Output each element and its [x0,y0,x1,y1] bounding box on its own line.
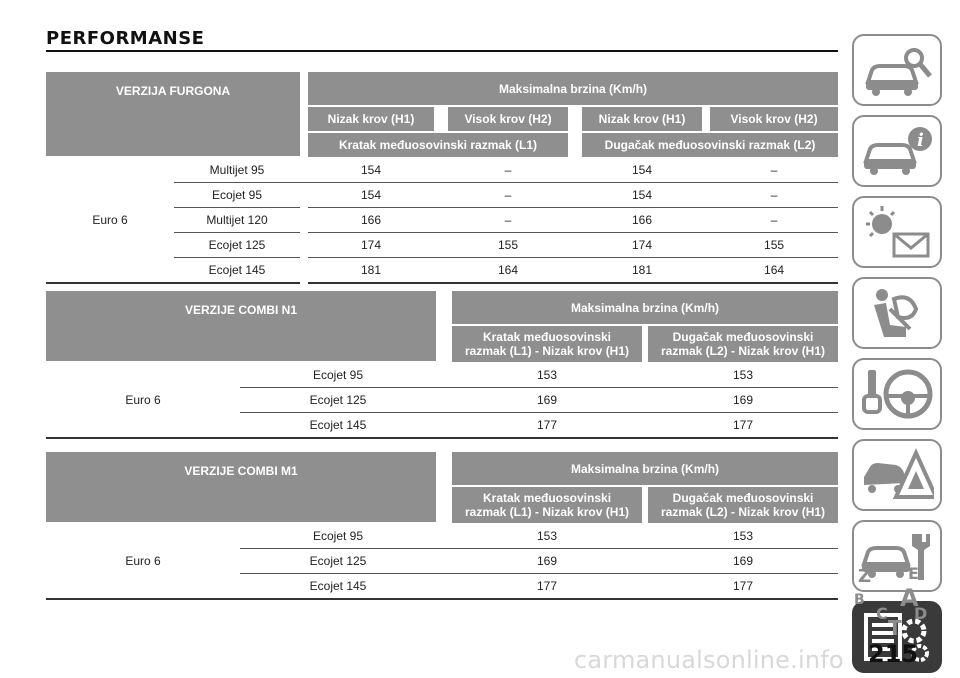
speed-value: 164 [448,258,568,284]
roof-header-h1-l2: Nizak krov (H1) [582,106,702,132]
engine-name: Ecojet 125 [240,549,436,574]
car-info-icon [860,123,934,181]
chapter-tab-getting-to-know[interactable] [852,115,942,187]
speed-value: 177 [452,574,642,600]
key-steering-wheel-icon [860,366,934,424]
max-speed-header: Maksimalna brzina (Km/h) [452,291,838,325]
speed-value: 155 [710,233,838,258]
watermark: carmanualsonline.info [574,646,844,674]
speed-value: 164 [710,258,838,284]
engine-name: Multijet 120 [174,208,300,233]
index-letter: Z [858,566,872,587]
chapter-tab-emergency[interactable] [852,439,942,511]
speed-value: 181 [308,258,434,284]
speed-value: 177 [648,413,838,439]
car-search-icon [860,42,934,100]
car-breakdown-warning-icon [860,447,934,505]
wheelbase-header-l1: Kratak međuosovinski razmak (L1) [308,132,568,157]
index-letter: A [900,584,919,612]
speed-value: 166 [308,208,434,233]
index-letter: D [914,604,928,623]
max-speed-header: Maksimalna brzina (Km/h) [308,72,838,106]
speed-value: – [710,208,838,233]
speed-value: 153 [648,362,838,388]
speed-value: 174 [582,233,702,258]
speed-value: 177 [648,574,838,600]
engine-name: Ecojet 95 [240,523,436,549]
chapter-tab-instrument-panel[interactable] [852,196,942,268]
speed-value: 169 [452,549,642,574]
engine-name: Ecojet 145 [174,258,300,284]
engine-name: Ecojet 125 [240,388,436,413]
speed-value: 181 [582,258,702,284]
wheelbase-roof-header-l1: Kratak međuosovinski razmak (L1) - Nizak krov (H1) [452,486,642,523]
emission-group: Euro 6 [46,362,240,438]
speed-value: 154 [582,183,702,208]
alphabetical-index-tab[interactable] [852,564,942,640]
speed-value: 166 [582,208,702,233]
combi-m1-performance-table [46,452,838,600]
index-letter: T [888,616,902,640]
speed-value: 154 [308,183,434,208]
speed-value: 153 [648,523,838,549]
speed-value: – [710,157,838,183]
speed-value: – [710,183,838,208]
index-letter: C [876,604,888,623]
seat-airbag-icon [860,285,934,343]
van-performance-table [46,72,838,284]
table-row [46,362,838,388]
roof-header-h1-l1: Nizak krov (H1) [308,106,434,132]
speed-value: 153 [452,362,642,388]
speed-value: 169 [452,388,642,413]
version-header: VERZIJE COMBI M1 [46,452,436,523]
version-header: VERZIJE COMBI N1 [46,291,436,362]
heading-rule [46,50,838,52]
chapter-tab-starting-driving[interactable] [852,358,942,430]
speed-value: 155 [448,233,568,258]
page-heading: PERFORMANSE [46,28,205,49]
speed-value: – [448,208,568,233]
wheelbase-roof-header-l2: Dugačak međuosovinski razmak (L2) - Nizak krov (H1) [648,325,838,362]
speed-value: 154 [308,157,434,183]
speed-value: – [448,157,568,183]
speed-value: 174 [308,233,434,258]
speed-value: 169 [648,549,838,574]
engine-name: Ecojet 95 [174,183,300,208]
warning-lights-message-icon [860,204,934,262]
engine-name: Ecojet 95 [240,362,436,388]
table-row [46,157,838,183]
version-header: VERZIJA FURGONA [46,72,300,157]
roof-header-h2-l2: Visok krov (H2) [710,106,838,132]
engine-name: Ecojet 145 [240,574,436,600]
svg-text:i: i [917,130,924,151]
roof-header-h2-l1: Visok krov (H2) [448,106,568,132]
wheelbase-header-l2: Dugačak međuosovinski razmak (L2) [582,132,838,157]
chapter-tab-vehicle-overview[interactable] [852,34,942,106]
speed-value: – [448,183,568,208]
engine-name: Ecojet 145 [240,413,436,439]
max-speed-header: Maksimalna brzina (Km/h) [452,452,838,486]
index-letter: E [908,564,919,583]
speed-value: 154 [582,157,702,183]
emission-group: Euro 6 [46,157,174,283]
index-letter: B [854,592,865,608]
speed-value: 153 [452,523,642,549]
wheelbase-roof-header-l1: Kratak međuosovinski razmak (L1) - Nizak krov (H1) [452,325,642,362]
engine-name: Ecojet 125 [174,233,300,258]
speed-value: 177 [452,413,642,439]
emission-group: Euro 6 [46,523,240,599]
combi-n1-performance-table [46,291,838,439]
wheelbase-roof-header-l2: Dugačak međuosovinski razmak (L2) - Nizak krov (H1) [648,486,838,523]
chapter-tab-safety[interactable] [852,277,942,349]
engine-name: Multijet 95 [174,157,300,183]
table-row [46,523,838,549]
page-number: 215 [868,640,919,668]
speed-value: 169 [648,388,838,413]
